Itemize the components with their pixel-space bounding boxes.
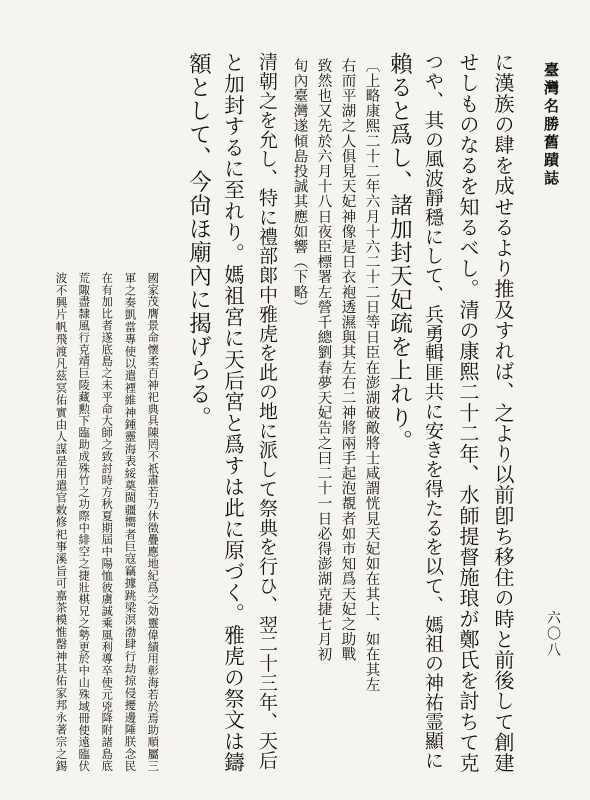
page-number: 六〇八 — [545, 610, 561, 658]
text-column-7: 額として、今尙ほ廟內に揭げらる。 — [185, 52, 212, 430]
prayer-text-column-3: 在有加比者遂底島之未平命大師之致討時方秋夏期屆中陽恤彼虜誠乘風利導卒使元兇降附諸島底 — [100, 272, 114, 772]
prayer-text-column-4: 荒陬盡隸風行克靖巨陵藏勲下臨助成殊竹之功際中緋空之捷壯棋兄之勢更於中山殊域冊使遠臨伏 — [77, 272, 91, 772]
prayer-text-column-5: 波不興片帆飛渡凡茲冥佑實由人謀是用遣官敕修祀事溪旨可嘉茶模惟罄神其佑家邦永著宗之錫 — [54, 272, 69, 773]
memorial-quote-column-4: 旬內臺灣遂傾島投誠其應如響（下略） — [291, 58, 308, 315]
text-column-4: 賴ると爲し、諸加封天妃疏を上れり。 — [386, 52, 413, 454]
text-column-5: 清朝之を允し、特に禮部郞中雅虎を此の地に派して祭典を行ひ、翌二十三年、天后 — [256, 52, 278, 770]
running-head: 臺灣名勝舊蹟誌 — [542, 62, 560, 188]
memorial-quote-column-2: 右而平湖之人俱見天妃神像是日衣袍透濕與其左右二神將兩手起泡覩者如市知爲天妃之助戰 — [339, 58, 356, 662]
text-column-6: と加封するに至れり。媽祖宮に天后宮と爲すは此に原づく。雅虎の祭文は鑄 — [220, 52, 245, 773]
text-column-2: せしものなるを知るべし。清の康熙二十二年、水師提督施琅が鄭氏を討ちて克 — [456, 52, 480, 773]
memorial-quote-column-1: 〔上略康熙二十二年六月十六二十二日等日臣在澎湖破敵將士咸謂恍見天妃如在其上、如在其左 — [363, 58, 380, 693]
memorial-quote-column-3: 致然也又先於六月十八日夜臣標署左營千總劉春夢天妃告之曰二十一日必得澎湖克捷七月初 — [315, 58, 332, 662]
text-column-1: に漢族の肆を成せるより推及すれば、之より以前卽ち移住の時と前後して創建 — [491, 52, 515, 773]
prayer-text-column-2: 軍之奏凱當專使以遣禋維神鍾靈海表綏奠閩疆嚮者巨寇竊據跳梁溟渤肆行劫掠侵擾邊陲朕念民 — [123, 272, 138, 773]
prayer-text-column-1: 國家茂膺景命懷柔百神祀典具陳罔不祇肅若乃休徵疊應地紀爲之効靈偉績用彰海若於焉助順屬三 — [146, 272, 160, 772]
text-column-3: つや、其の風波靜穩にして、兵勇輯匪共に安きを得たるを以て、媽祖の神祐霊顯に — [422, 52, 444, 770]
